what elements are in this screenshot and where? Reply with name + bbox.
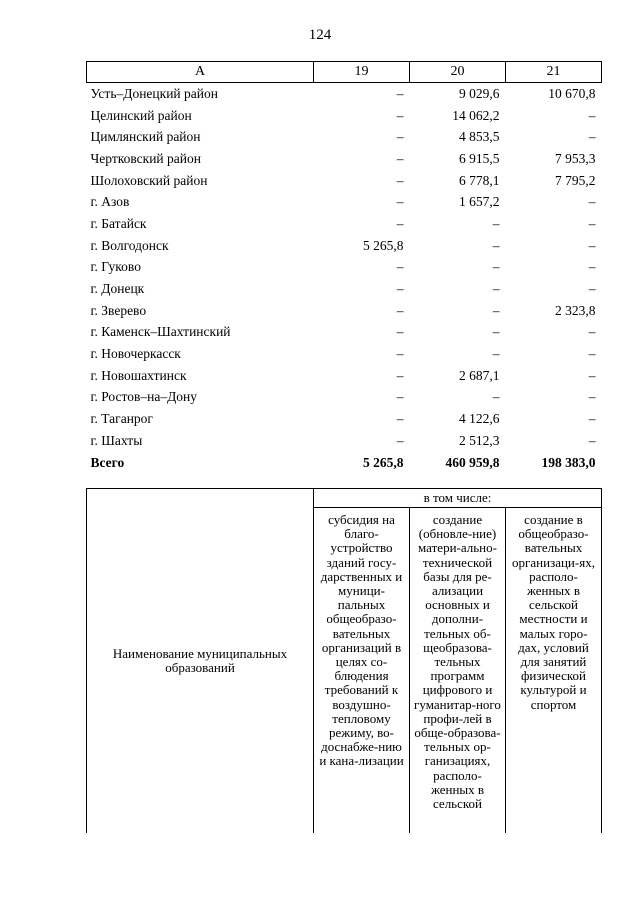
table-row [87,105,602,127]
table-row [87,365,602,387]
value-19: – [396,150,404,166]
value-19: – [396,432,404,448]
row-name: г. Азов [90,194,130,210]
value-19: – [396,172,404,188]
value-19: – [396,389,404,405]
row-name: Усть–Донецкий район [90,85,218,101]
table-row [87,148,602,170]
table-row [87,300,602,322]
value-19: – [396,302,404,318]
value-19: – [396,129,404,145]
value-20: – [492,259,500,275]
value-19: – [396,259,404,275]
value-21: 2 323,8 [555,302,596,318]
table-row [87,191,602,213]
value-20: – [492,302,500,318]
value-21: – [588,194,596,210]
header-table [86,488,602,833]
value-20: 9 029,6 [459,85,500,101]
table-row [87,170,602,192]
subheader-col-2: создание (обновле-ние) матери-ально-технической базы для ре-ализации основных и дополни-тельных об-щеобразова-тельных программ цифрового и гуманитар-ного профи-лей в обще-образова-тельных ор-ганизациях, располо-женных в сельской [410,508,506,834]
row-name: г. Волгодонск [90,237,169,253]
row-name: г. Донецк [90,281,145,297]
row-name: г. Гуково [90,259,141,275]
value-20: 2 512,3 [459,432,500,448]
table-row [87,387,602,409]
column-header-21: 21 [506,62,602,83]
table-row [87,126,602,148]
value-19: – [396,107,404,123]
value-19: 5 265,8 [363,237,404,253]
row-name: г. Батайск [90,215,147,231]
value-21: 7 953,3 [555,150,596,166]
value-20: – [492,389,500,405]
value-20: 6 778,1 [459,172,500,188]
value-21: – [588,389,596,405]
table-row [87,213,602,235]
row-name: Чертковский район [90,150,201,166]
value-19: – [396,324,404,340]
value-19: – [396,411,404,427]
value-19: – [396,346,404,362]
table-row [87,257,602,279]
value-20: 1 657,2 [459,194,500,210]
value-21: – [588,215,596,231]
table-row [87,278,602,300]
column-header-19: 19 [314,62,410,83]
row-name: г. Таганрог [90,411,153,427]
value-20: 6 915,5 [459,150,500,166]
table-row [87,430,602,452]
page-number: 124 [308,27,332,43]
value-21: – [588,411,596,427]
value-21: – [588,107,596,123]
row-name: Целинский район [90,107,192,123]
value-20: – [492,346,500,362]
value-20: – [492,324,500,340]
table-row [87,235,602,257]
value-21: – [588,367,596,383]
column-header-name: А [87,62,314,83]
value-20: – [492,281,500,297]
including-group-header: в том числе: [314,489,602,508]
value-20: – [492,215,500,231]
row-name: г. Новочеркасск [90,346,181,362]
value-21: – [588,324,596,340]
table-row [87,83,602,105]
value-19: – [396,215,404,231]
row-name: г. Зверево [90,302,147,318]
value-20: 4 853,5 [459,129,500,145]
value-21: 198 383,0 [541,454,596,470]
row-name: г. Каменск–Шахтинский [90,324,231,340]
row-name: г. Шахты [90,432,143,448]
value-20: 4 122,6 [459,411,500,427]
table-body [87,83,602,474]
value-19: – [396,281,404,297]
value-21: 7 795,2 [555,172,596,188]
value-19: 5 265,8 [363,454,404,470]
value-20: 2 687,1 [459,367,500,383]
data-table [86,61,602,473]
table-row [87,408,602,430]
value-21: 10 670,8 [548,85,596,101]
value-20: 14 062,2 [452,107,500,123]
value-19: – [396,367,404,383]
value-19: – [396,85,404,101]
table-row [87,322,602,344]
value-21: – [588,346,596,362]
row-name: г. Новошахтинск [90,367,187,383]
row-name: Цимлянский район [90,129,201,145]
value-21: – [588,259,596,275]
municipality-column-header: Наименование муниципальных образований [87,489,314,834]
table-header-row [87,62,602,83]
value-19: – [396,194,404,210]
row-name: Всего [90,454,125,470]
subheader-col-3: создание в общеобразо-вательных организаци-ях, располо-женных в сельской местности и малых горо-дах, условий для занятий физической культурой и спортом [506,508,602,834]
value-21: – [588,281,596,297]
value-21: – [588,432,596,448]
value-20: – [492,237,500,253]
row-name: Шолоховский район [90,172,208,188]
row-name: г. Ростов–на–Дону [90,389,198,405]
value-21: – [588,129,596,145]
value-20: 460 959,8 [445,454,500,470]
value-21: – [588,237,596,253]
table-total-row [87,452,602,474]
table-row [87,343,602,365]
column-header-20: 20 [410,62,506,83]
subheader-col-1: субсидия на благо-устройство зданий госу-дарственных и муници-пальных общеобразо-вательных организаций в целях со-блюдения требований к воздушно-тепловому режиму, во-доснабже-нию и кана-лизации [314,508,410,834]
